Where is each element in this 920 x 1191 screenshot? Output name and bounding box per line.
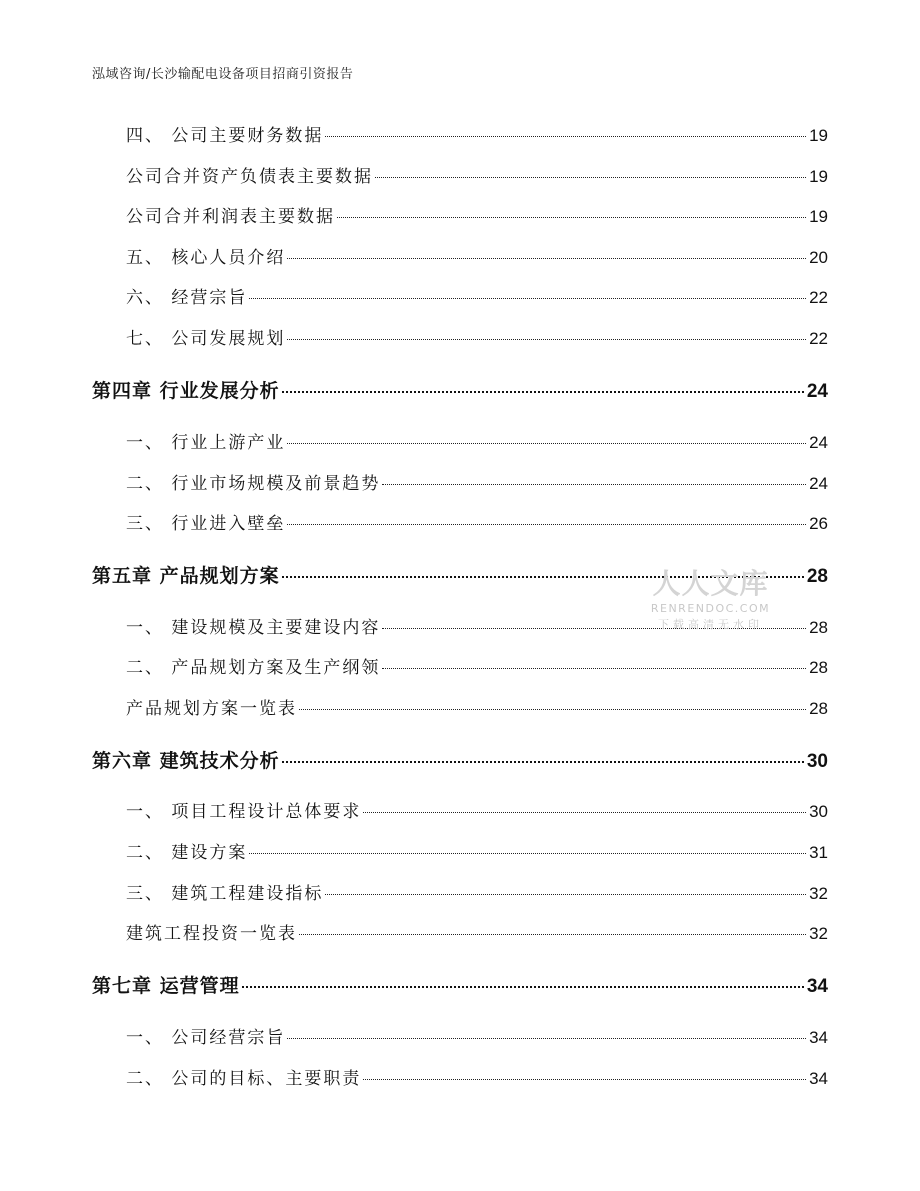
toc-entry-label: 公司合并资产负债表主要数据 (126, 167, 373, 187)
toc-entry-label: 一、 建设规模及主要建设内容 (126, 618, 381, 638)
toc-entry-label: 第五章 产品规划方案 (92, 565, 280, 587)
dot-leader (242, 986, 804, 988)
toc-section-entry[interactable] (126, 121, 828, 147)
toc-page-number: 30 (806, 751, 828, 772)
toc-section-entry[interactable] (126, 1023, 828, 1049)
dot-leader (299, 709, 806, 710)
toc-page-number: 28 (806, 566, 828, 587)
toc-page-number: 32 (809, 924, 828, 943)
toc-entry-label: 第七章 运营管理 (92, 975, 240, 997)
toc-chapter-entry[interactable] (92, 376, 828, 402)
dot-leader (287, 524, 806, 525)
toc-section-entry[interactable] (126, 509, 828, 535)
toc-chapter-entry[interactable] (92, 746, 828, 772)
dot-leader (382, 484, 806, 485)
toc-entry-label: 三、 行业进入壁垒 (126, 514, 286, 534)
toc-entry-label: 二、 行业市场规模及前景趋势 (126, 474, 381, 494)
toc-section-entry[interactable] (126, 162, 828, 188)
toc-section-entry[interactable] (126, 283, 828, 309)
toc-chapter-entry[interactable] (92, 971, 828, 997)
toc-page-number: 19 (809, 126, 828, 145)
toc-section-entry[interactable] (126, 694, 828, 720)
toc-entry-label: 五、 核心人员介绍 (126, 248, 286, 268)
toc-entry-label: 一、 行业上游产业 (126, 433, 286, 453)
toc-entry-label: 四、 公司主要财务数据 (126, 126, 324, 146)
toc-page-number: 34 (809, 1028, 828, 1047)
dot-leader (287, 443, 806, 444)
toc-section-entry[interactable] (126, 428, 828, 454)
dot-leader (337, 217, 806, 218)
dot-leader (287, 339, 806, 340)
toc-page-number: 24 (809, 433, 828, 452)
toc-entry-label: 七、 公司发展规划 (126, 329, 286, 349)
toc-page-number: 19 (809, 207, 828, 226)
dot-leader (382, 668, 806, 669)
toc-page-number: 28 (809, 618, 828, 637)
toc-page-number: 31 (809, 843, 828, 862)
dot-leader (287, 258, 806, 259)
dot-leader (249, 853, 806, 854)
toc-section-entry[interactable] (126, 469, 828, 495)
toc-entry-label: 六、 经营宗旨 (126, 288, 248, 308)
toc-page-number: 32 (809, 884, 828, 903)
running-header: 泓域咨询/长沙输配电设备项目招商引资报告 (92, 67, 354, 82)
toc-page-number: 20 (809, 248, 828, 267)
toc-page-number: 19 (809, 167, 828, 186)
toc-entry-label: 三、 建筑工程建设指标 (126, 884, 324, 904)
dot-leader (287, 1038, 806, 1039)
dot-leader (282, 761, 804, 763)
toc-page-number: 24 (809, 474, 828, 493)
toc-page-number: 24 (806, 381, 828, 402)
dot-leader (282, 391, 804, 393)
toc-entry-label: 二、 公司的目标、主要职责 (126, 1069, 362, 1089)
toc-page-number: 26 (809, 514, 828, 533)
toc-entry-label: 一、 公司经营宗旨 (126, 1028, 286, 1048)
header-divider (92, 84, 828, 85)
toc-entry-label: 第四章 行业发展分析 (92, 380, 280, 402)
toc-entry-label: 一、 项目工程设计总体要求 (126, 802, 362, 822)
toc-page-number: 28 (809, 699, 828, 718)
dot-leader (249, 298, 806, 299)
watermark-title: 人人文库 (652, 567, 769, 600)
toc-page-number: 28 (809, 658, 828, 677)
toc-page-number: 34 (809, 1069, 828, 1088)
toc-page-number: 30 (809, 802, 828, 821)
watermark-url: RENRENDOC.COM (650, 602, 771, 615)
dot-leader (325, 136, 806, 137)
toc-section-entry[interactable] (126, 653, 828, 679)
toc-section-entry[interactable] (126, 797, 828, 823)
dot-leader (325, 894, 806, 895)
toc-section-entry[interactable] (126, 324, 828, 350)
watermark-subtitle: 下载高清无水印 (658, 618, 763, 631)
toc-section-entry[interactable] (126, 1064, 828, 1090)
toc-page-number: 22 (809, 329, 828, 348)
dot-leader (375, 177, 806, 178)
watermark (648, 562, 773, 632)
toc-entry-label: 公司合并利润表主要数据 (126, 207, 335, 227)
toc-section-entry[interactable] (126, 919, 828, 945)
toc-entry-label: 建筑工程投资一览表 (126, 924, 297, 944)
toc-page-number: 22 (809, 288, 828, 307)
toc-entry-label: 产品规划方案一览表 (126, 699, 297, 719)
toc-entry-label: 二、 建设方案 (126, 843, 248, 863)
toc-section-entry[interactable] (126, 879, 828, 905)
toc-page-number: 34 (806, 976, 828, 997)
toc-section-entry[interactable] (126, 202, 828, 228)
dot-leader (363, 1079, 806, 1080)
toc-entry-label: 二、 产品规划方案及生产纲领 (126, 658, 381, 678)
toc-section-entry[interactable] (126, 838, 828, 864)
dot-leader (363, 812, 806, 813)
dot-leader (299, 934, 806, 935)
toc-entry-label: 第六章 建筑技术分析 (92, 750, 280, 772)
toc-section-entry[interactable] (126, 243, 828, 269)
